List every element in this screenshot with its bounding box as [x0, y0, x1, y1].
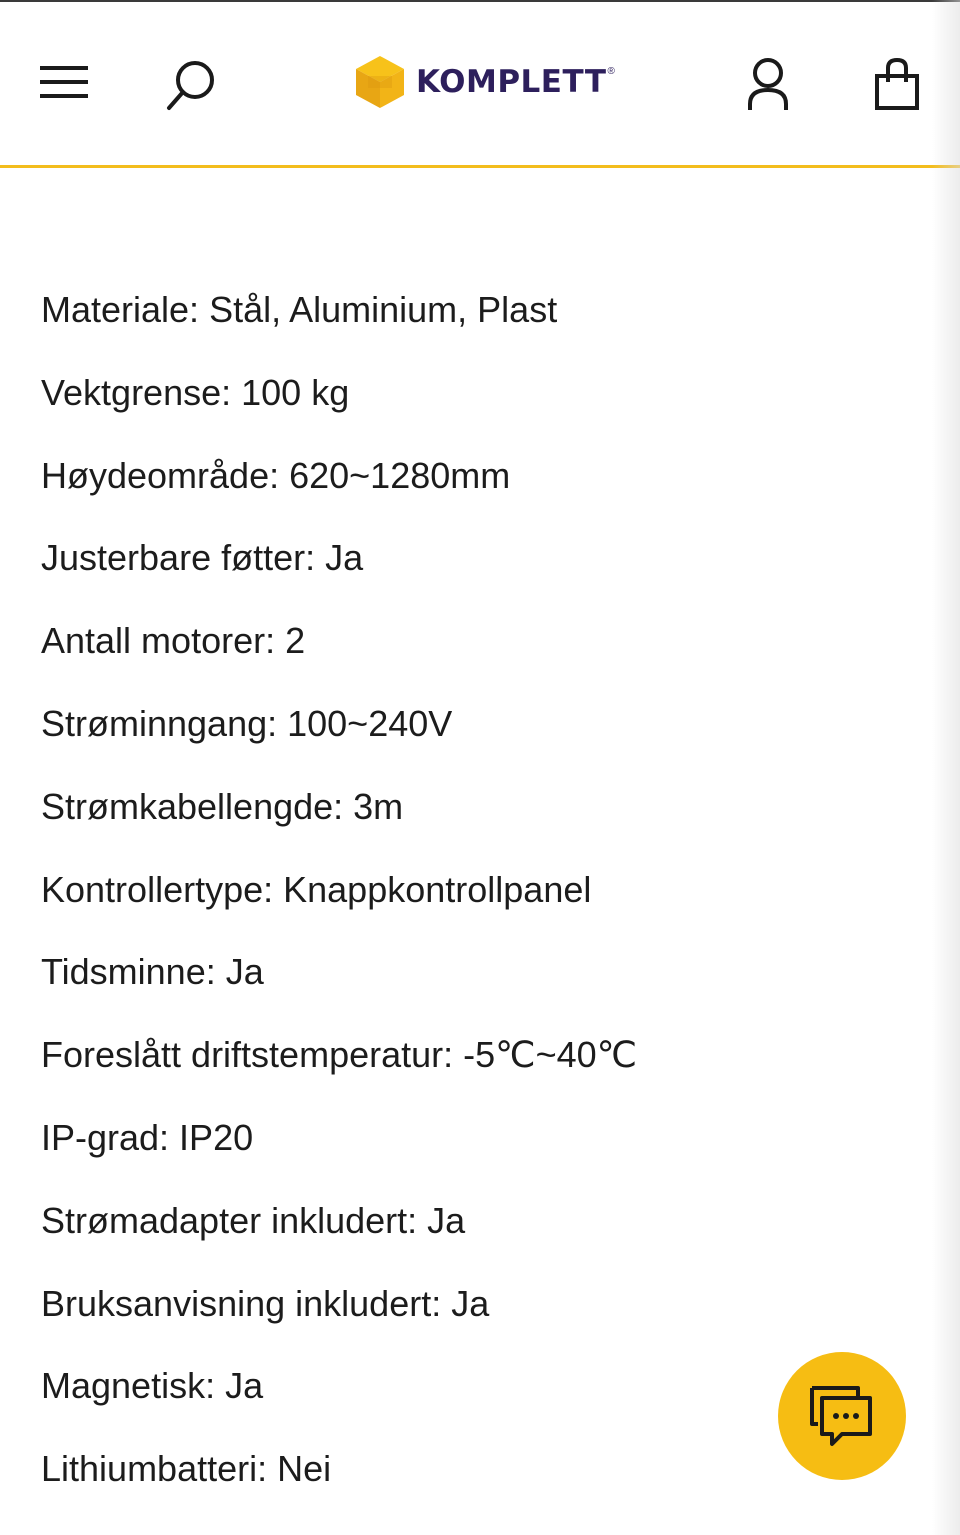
search-icon — [164, 56, 220, 112]
chat-button[interactable] — [778, 1352, 906, 1480]
search-button[interactable] — [160, 52, 224, 116]
komplett-logo[interactable] — [354, 52, 615, 112]
komplett-cube-icon — [354, 54, 406, 110]
chat-bubbles-icon — [808, 1384, 876, 1448]
registered-mark: ® — [607, 66, 615, 77]
spec-item: Strømkabellengde: 3m — [41, 785, 404, 827]
spec-item: Strømadapter inkludert: Ja — [41, 1199, 466, 1241]
spec-item: Høydeområde: 620~1280mm — [41, 454, 511, 496]
user-account-icon — [746, 56, 790, 112]
menu-button[interactable] — [34, 52, 94, 112]
spec-item: Bruksanvisning inkludert: Ja — [41, 1282, 490, 1324]
spec-item: Lithiumbatteri: Nei — [41, 1448, 332, 1490]
spec-item: Tidsminne: Ja — [41, 951, 264, 993]
spec-item: Strøminngang: 100~240V — [41, 702, 453, 744]
spec-item: Kontrollertype: Knappkontrollpanel — [41, 868, 592, 910]
spec-list — [41, 282, 901, 1524]
edge-shadow — [932, 0, 960, 1535]
account-button[interactable] — [740, 52, 796, 116]
spec-item: Magnetisk: Ja — [41, 1365, 264, 1407]
site-header — [0, 2, 960, 168]
spec-item: Materiale: Stål, Aluminium, Plast — [41, 289, 558, 330]
shopping-bag-icon — [873, 56, 921, 112]
spec-item: Vektgrense: 100 kg — [41, 371, 350, 413]
spec-item: Justerbare føtter: Ja — [41, 537, 364, 579]
cart-button[interactable] — [868, 52, 926, 116]
spec-item: Foreslått driftstemperatur: -5℃~40℃ — [41, 1034, 638, 1076]
brand-name: KOMPLETT — [416, 63, 607, 100]
spec-item: Antall motorer: 2 — [41, 620, 306, 662]
hamburger-menu-icon — [38, 62, 90, 102]
spec-item: IP-grad: IP20 — [41, 1116, 254, 1158]
